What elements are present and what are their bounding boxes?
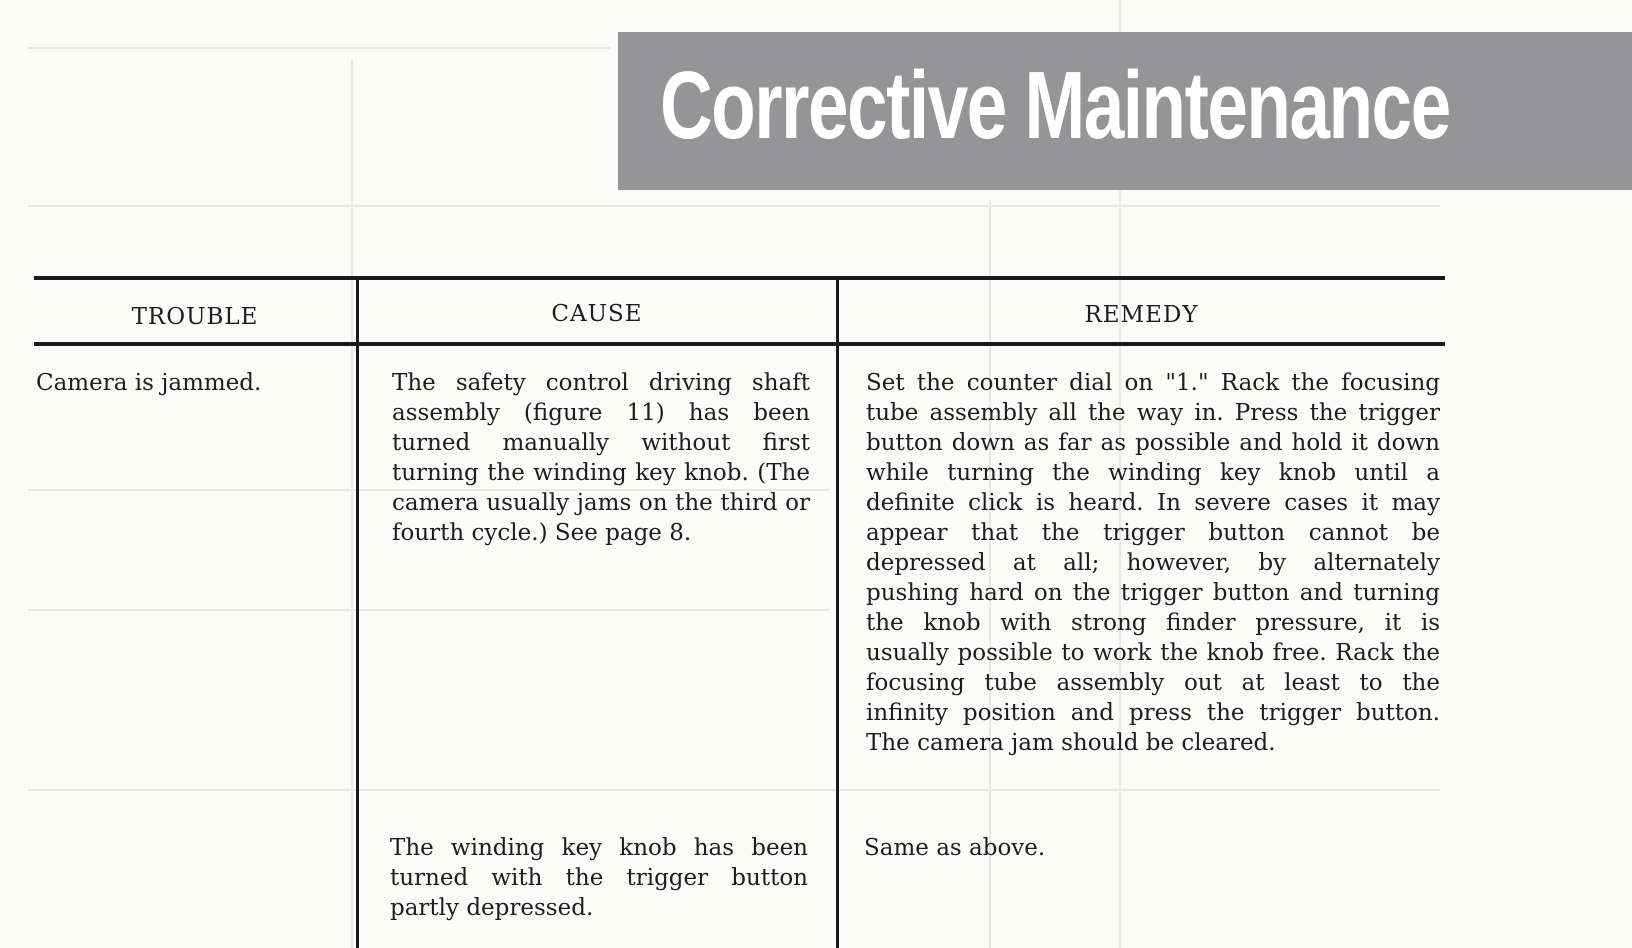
table-header-rule	[34, 342, 1445, 346]
row-1-remedy: Set the counter dial on "1." Rack the focusing tube assembly all the way in. Press the trigger button down as far as possible and hold it down while turning the winding key knob until a definite click is heard. In severe cases it may appear that the trigger button cannot be depressed at all; however, by alternately pushing hard on the trigger button and turning the knob with strong finder pressure, it is usually possible to work the knob free. Rack the focusing tube assembly out at least to the infinity position and press the trigger button. The camera jam should be cleared.	[866, 370, 1440, 756]
table-top-rule	[34, 276, 1445, 280]
title-banner	[618, 32, 1632, 190]
row-2-remedy: Same as above.	[864, 835, 1046, 861]
header-remedy: REMEDY	[1084, 302, 1199, 328]
row-1-cause: The safety control driving shaft assembly (figure 11) has been turned manually without first turning the winding key knob. (The camera usually jams on the third or fourth cycle.) See page 8.	[392, 370, 810, 546]
header-trouble: TROUBLE	[131, 304, 259, 330]
column-divider-2	[836, 278, 839, 948]
row-1-trouble: Camera is jammed.	[36, 370, 262, 396]
page-title: Corrective Maintenance	[660, 52, 1450, 159]
header-cause: CAUSE	[551, 301, 643, 327]
row-2-cause: The winding key knob has been turned with the trigger button partly depressed.	[390, 835, 808, 921]
column-divider-1	[356, 278, 359, 948]
